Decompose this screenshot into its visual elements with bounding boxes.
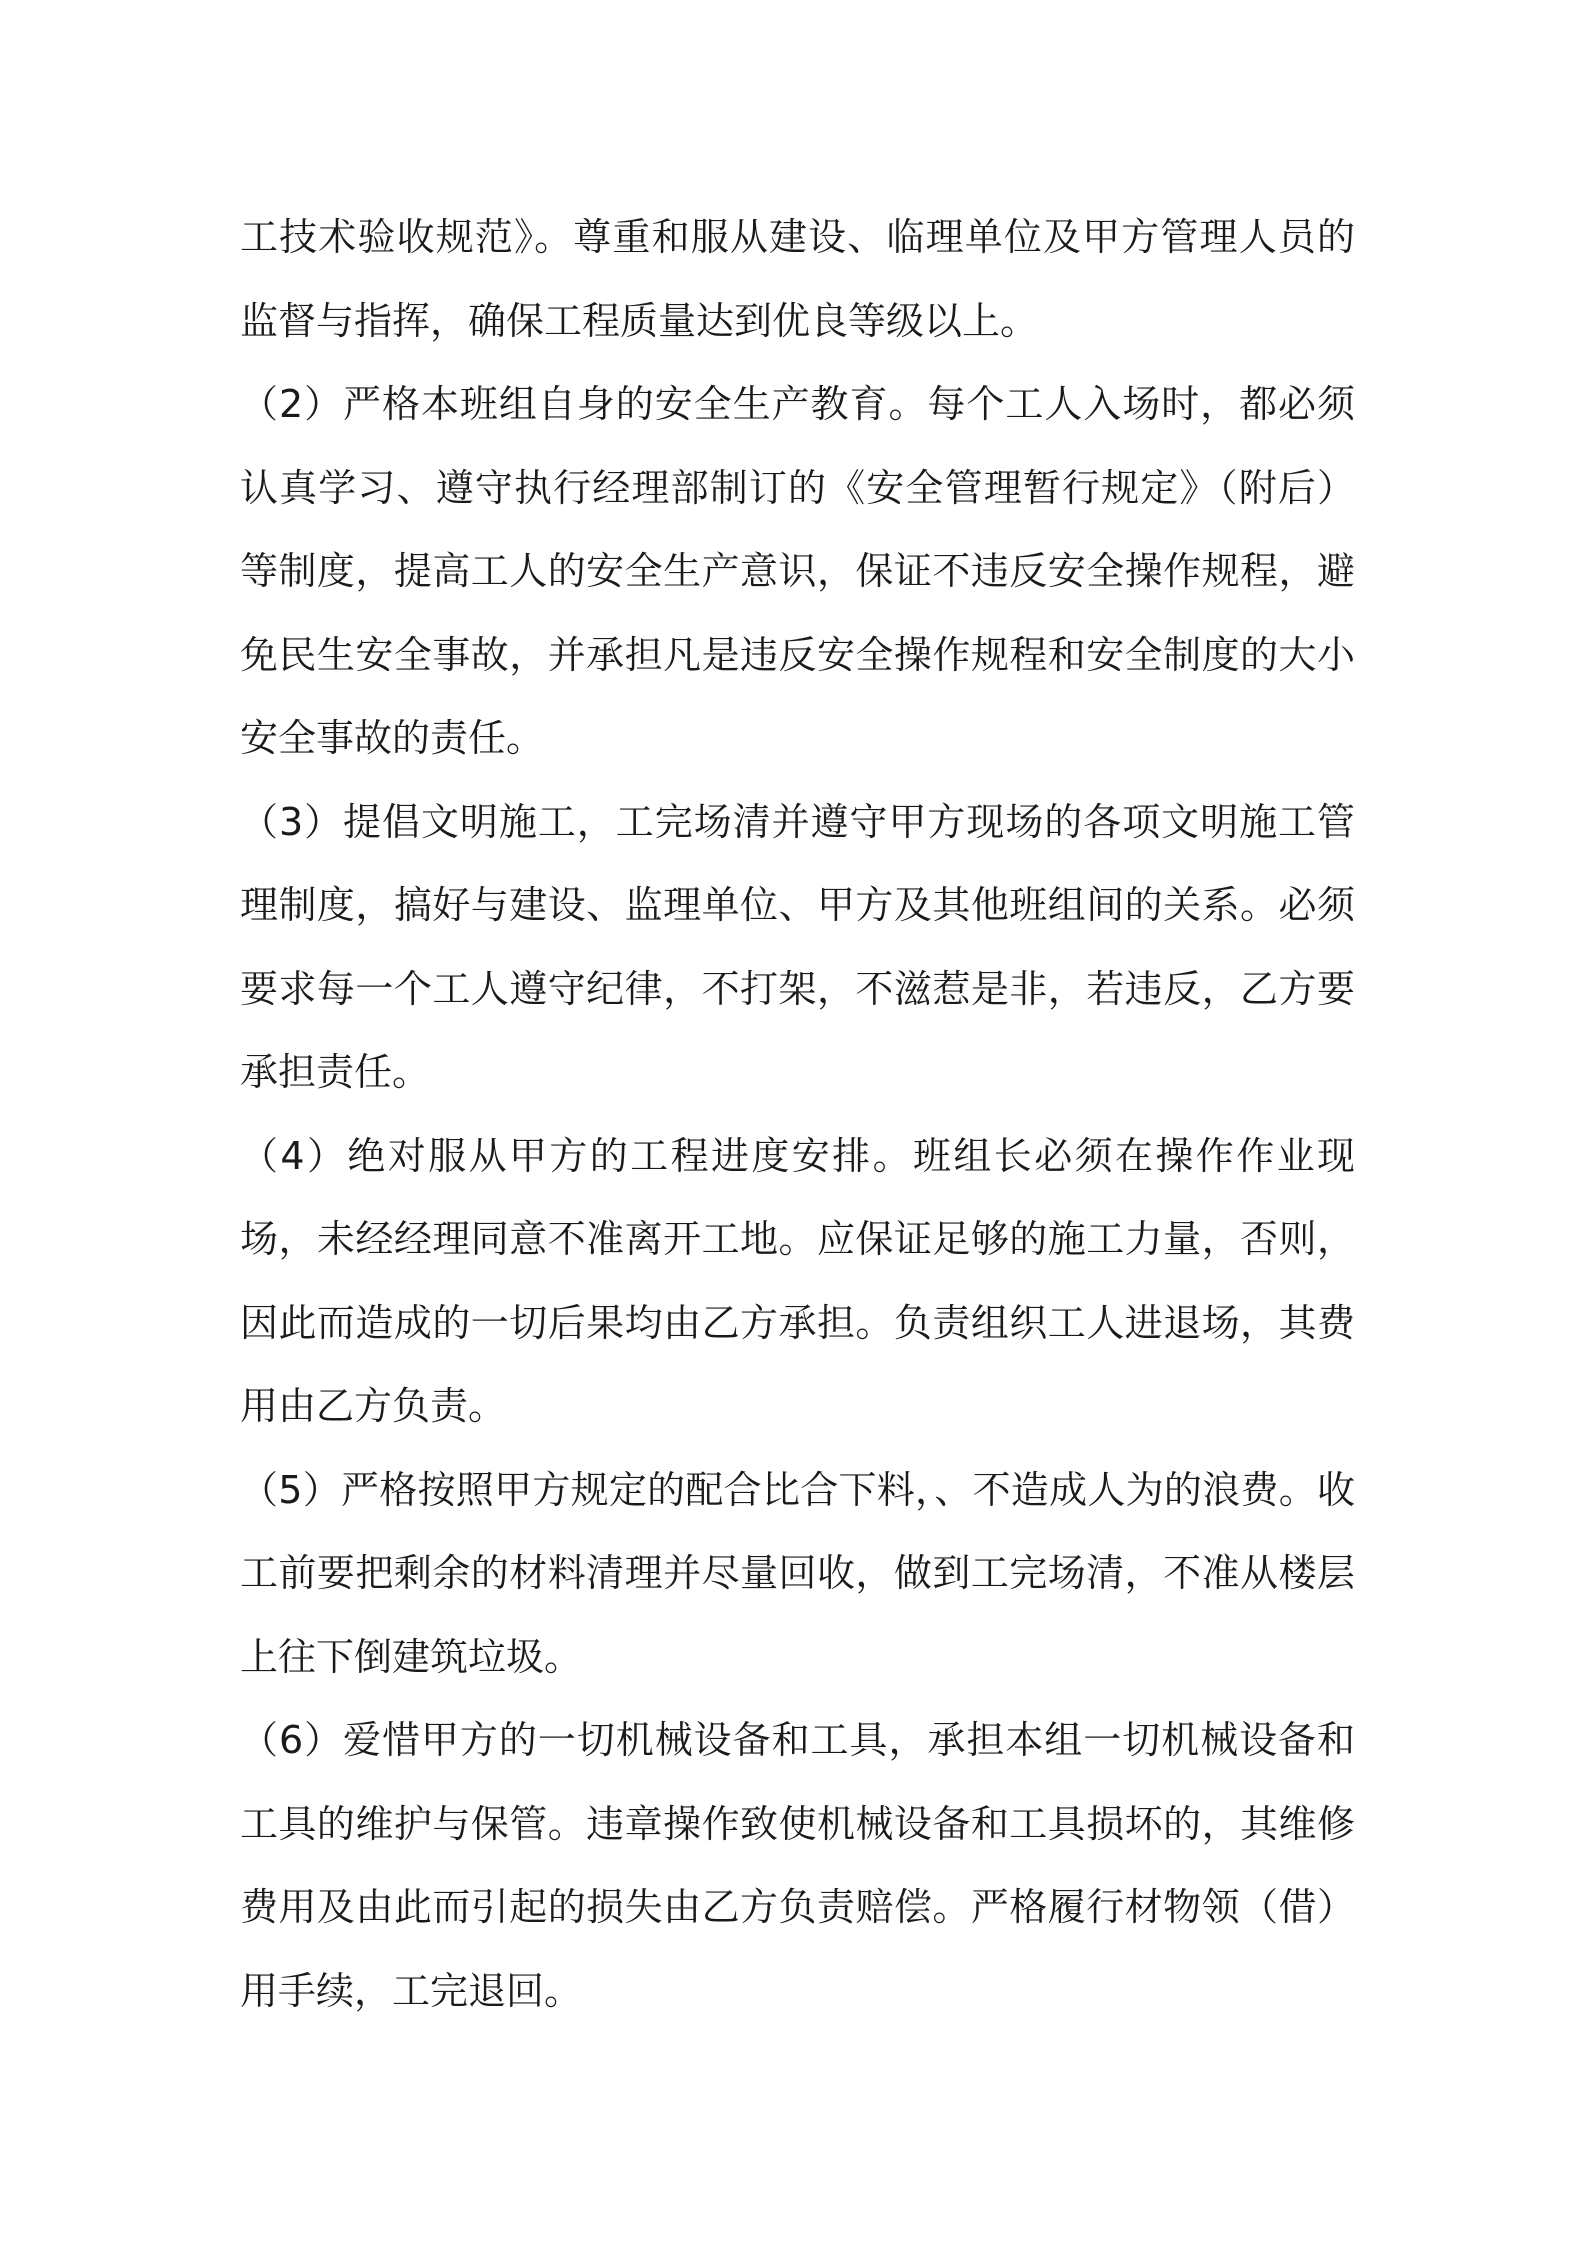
paragraph-continuation: 工技术验收规范》。尊重和服从建设、临理单位及甲方管理人员的监督与指挥，确保工程质量达到优良等级以上。 [240,215,1355,343]
paragraph-item-2: （2）严格本班组自身的安全生产教育。每个工人入场时，都必须认真学习、遵守执行经理部制订的《安全管理暂行规定》（附后）等制度，提高工人的安全生产意识，保证不违反安全操作规程，避免民生安全事故，并承担凡是违反安全操作规程和安全制度的大小安全事故的责任。 [240,382,1355,760]
paragraph-item-3: （3）提倡文明施工，工完场清并遵守甲方现场的各项文明施工管理制度，搞好与建设、监理单位、甲方及其他班组间的关系。必须要求每一个工人遵守纪律，不打架，不滋惹是非，若违反，乙方要承担责任。 [240,799,1355,1094]
paragraph-item-5: （5）严格按照甲方规定的配合比合下料，、不造成人为的浪费。收工前要把剩余的材料清理并尽量回收，做到工完场清，不准从楼层上往下倒建筑垃圾。 [240,1467,1355,1679]
paragraph-item-6: （6）爱惜甲方的一切机械设备和工具，承担本组一切机械设备和工具的维护与保管。违章操作致使机械设备和工具损坏的，其维修费用及由此而引起的损失由乙方负责赔偿。严格履行材物领（借）用手续，工完退回。 [240,1718,1355,2013]
paragraph-item-4: （4）绝对服从甲方的工程进度安排。班组长必须在操作作业现场，未经经理同意不准离开工地。应保证足够的施工力量，否则，因此而造成的一切后果均由乙方承担。负责组织工人进退场，其费用由乙方负责。 [240,1133,1355,1428]
document-body [240,196,1355,2033]
